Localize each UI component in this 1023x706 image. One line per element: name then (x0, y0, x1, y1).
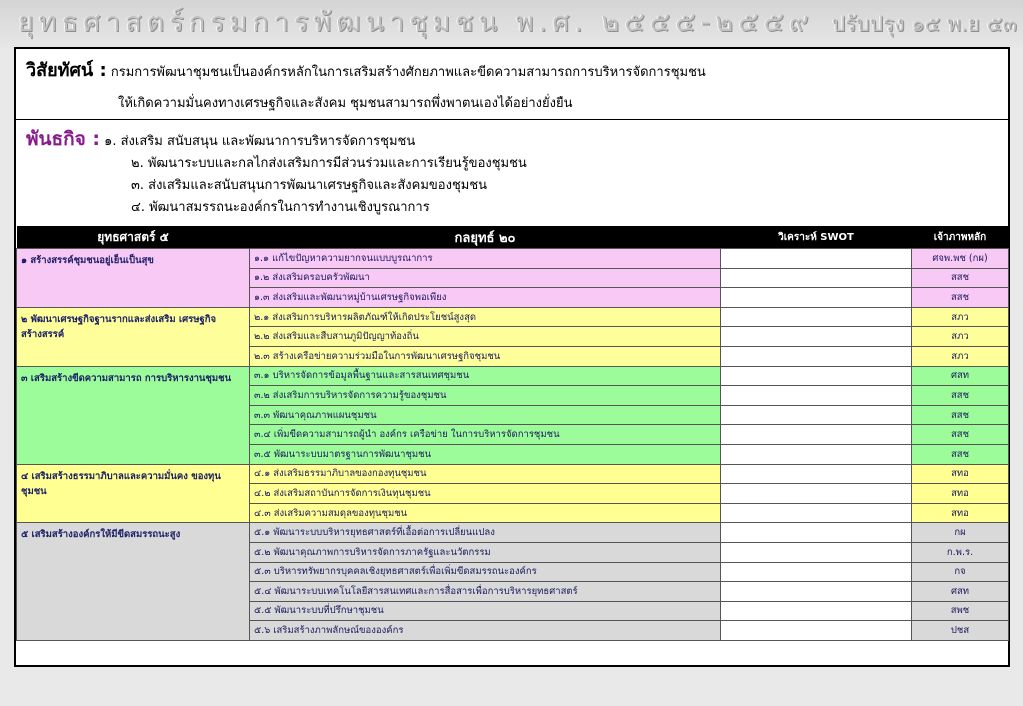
table-row (17, 307, 1009, 327)
tactic-cell: ๒.๒ ส่งเสริมและสืบสานภูมิปัญญาท้องถิ่น (250, 327, 721, 347)
vision-line-2: ให้เกิดความมั่นคงทางเศรษฐกิจและสังคม ชุมชนสามารถพึ่งพาตนเองได้อย่างยั่งยืน (118, 96, 573, 111)
tactic-cell: ๓.๓ พัฒนาคุณภาพแผนชุมชน (250, 405, 721, 425)
owner-cell: สภว (912, 346, 1009, 366)
owner-cell: ศสท (912, 366, 1009, 386)
tactic-cell: ๒.๑ ส่งเสริมการบริหารผลิตภัณฑ์ให้เกิดประโยชน์สูงสุด (250, 307, 721, 327)
swot-cell (721, 582, 912, 602)
tactic-cell: ๕.๒ พัฒนาคุณภาพการบริหารจัดการภาครัฐและนวัตกรรม (250, 542, 721, 562)
swot-cell (721, 425, 912, 445)
owner-cell: สภว (912, 307, 1009, 327)
tactic-cell: ๕.๓ บริหารทรัพยากรบุคคลเชิงยุทธศาสตร์เพื่อเพิ่มขีดสมรรถนะองค์กร (250, 562, 721, 582)
table-row (17, 523, 1009, 543)
owner-cell: สสช (912, 444, 1009, 464)
owner-cell: สสช (912, 288, 1009, 308)
tactic-cell: ๕.๖ เสริมสร้างภาพลักษณ์ขององค์กร (250, 621, 721, 641)
strategy-cell: ๓ เสริมสร้างขีดความสามารถ การบริหารงานชุมชน (17, 366, 250, 464)
table-body (17, 249, 1009, 641)
table-row (17, 464, 1009, 484)
vision-heading: วิสัยทัศน์ : (26, 60, 107, 81)
mission-item: ๒. พัฒนาระบบและกลไกส่งเสริมการมีส่วนร่วมและการเรียนรู้ของชุมชน (131, 156, 527, 171)
swot-cell (721, 346, 912, 366)
mission-item: ๔. พัฒนาสมรรถนะองค์กรในการทำงานเชิงบูรณาการ (131, 200, 430, 215)
mission-item: ๑. ส่งเสริม สนับสนุน และพัฒนาการบริหารจัดการชุมชน (104, 134, 416, 149)
swot-cell (721, 601, 912, 621)
strategy-cell: ๔ เสริมสร้างธรรมาภิบาลและความมั่นคง ของทุนชุมชน (17, 464, 250, 523)
tactic-cell: ๑.๓ ส่งเสริมและพัฒนาหมู่บ้านเศรษฐกิจพอเพียง (250, 288, 721, 308)
owner-cell: กจ (912, 562, 1009, 582)
owner-cell: กผ (912, 523, 1009, 543)
vision-line-1: กรมการพัฒนาชุมชนเป็นองค์กรหลักในการเสริมสร้างศักยภาพและขีดความสามารถการบริหารจัดการชุมชน (110, 65, 706, 80)
swot-cell (721, 405, 912, 425)
owner-cell: สทอ (912, 484, 1009, 504)
table-row (17, 249, 1009, 269)
tactic-cell: ๓.๒ ส่งเสริมการบริหารจัดการความรู้ของชุมชน (250, 386, 721, 406)
swot-cell (721, 327, 912, 347)
header-tactic: กลยุทธ์ ๒๐ (250, 226, 721, 249)
tactic-cell: ๓.๔ เพิ่มขีดความสามารถผู้นำ องค์กร เครือข่าย ในการบริหารจัดการชุมชน (250, 425, 721, 445)
owner-cell: สสช (912, 268, 1009, 288)
swot-cell (721, 268, 912, 288)
strategy-cell: ๒ พัฒนาเศรษฐกิจฐานรากและส่งเสริม เศรษฐกิจสร้างสรรค์ (17, 307, 250, 366)
header-swot: วิเคราะห์ SWOT (721, 226, 912, 249)
swot-cell (721, 444, 912, 464)
owner-cell: สพช (912, 601, 1009, 621)
swot-cell (721, 307, 912, 327)
tactic-cell: ๑.๑ แก้ไขปัญหาความยากจนแบบบูรณาการ (250, 249, 721, 269)
revision-note: ปรับปรุง ๑๕ พ.ย ๕๓ (831, 12, 1017, 36)
owner-cell: สสช (912, 386, 1009, 406)
owner-cell: ก.พ.ร. (912, 542, 1009, 562)
tactic-cell: ๔.๑ ส่งเสริมธรรมาภิบาลของกองทุนชุมชน (250, 464, 721, 484)
tactic-cell: ๕.๔ พัฒนาระบบเทคโนโลยีสารสนเทศและการสื่อสารเพื่อการบริหารยุทธศาสตร์ (250, 582, 721, 602)
swot-cell (721, 484, 912, 504)
mission-item: ๓. ส่งเสริมและสนับสนุนการพัฒนาเศรษฐกิจและสังคมของชุมชน (131, 178, 488, 193)
table-row (17, 366, 1009, 386)
swot-cell (721, 523, 912, 543)
header-owner: เจ้าภาพหลัก (912, 226, 1009, 249)
tactic-cell: ๔.๒ ส่งเสริมสถาบันการจัดการเงินทุนชุมชน (250, 484, 721, 504)
swot-cell (721, 464, 912, 484)
page-title: ยุทธศาสตร์กรมการพัฒนาชุมชน พ.ศ. ๒๕๕๕-๒๕๕๙ (18, 7, 814, 38)
owner-cell: ศจพ.พช (กผ) (912, 249, 1009, 269)
mission-section (16, 120, 1008, 226)
owner-cell: ศสท (912, 582, 1009, 602)
swot-cell (721, 386, 912, 406)
swot-cell (721, 542, 912, 562)
tactic-cell: ๓.๑ บริหารจัดการข้อมูลพื้นฐานและสารสนเทศชุมชน (250, 366, 721, 386)
table-header-row (17, 226, 1009, 249)
strategy-cell: ๕ เสริมสร้างองค์กรให้มีขีดสมรรถนะสูง (17, 523, 250, 641)
tactic-cell: ๒.๓ สร้างเครือข่ายความร่วมมือในการพัฒนาเศรษฐกิจชุมชน (250, 346, 721, 366)
swot-cell (721, 562, 912, 582)
owner-cell: สภว (912, 327, 1009, 347)
strategy-table (16, 226, 1009, 641)
owner-cell: สทอ (912, 464, 1009, 484)
owner-cell: สสช (912, 405, 1009, 425)
content-frame (14, 47, 1010, 667)
strategy-cell: ๑ สร้างสรรค์ชุมชนอยู่เย็นเป็นสุข (17, 249, 250, 308)
swot-cell (721, 503, 912, 523)
tactic-cell: ๓.๕ พัฒนาระบบมาตรฐานการพัฒนาชุมชน (250, 444, 721, 464)
tactic-cell: ๔.๓ ส่งเสริมความสมดุลของทุนชุมชน (250, 503, 721, 523)
swot-cell (721, 288, 912, 308)
owner-cell: สทอ (912, 503, 1009, 523)
swot-cell (721, 249, 912, 269)
swot-cell (721, 366, 912, 386)
tactic-cell: ๑.๒ ส่งเสริมครอบครัวพัฒนา (250, 268, 721, 288)
owner-cell: สสช (912, 425, 1009, 445)
owner-cell: ปชส (912, 621, 1009, 641)
tactic-cell: ๕.๑ พัฒนาระบบบริหารยุทธศาสตร์ที่เอื้อต่อการเปลี่ยนแปลง (250, 523, 721, 543)
mission-heading: พันธกิจ : (26, 128, 100, 150)
tactic-cell: ๕.๕ พัฒนาระบบที่ปรึกษาชุมชน (250, 601, 721, 621)
header-strategy: ยุทธศาสตร์ ๕ (17, 226, 250, 249)
vision-section (16, 49, 1008, 120)
swot-cell (721, 621, 912, 641)
